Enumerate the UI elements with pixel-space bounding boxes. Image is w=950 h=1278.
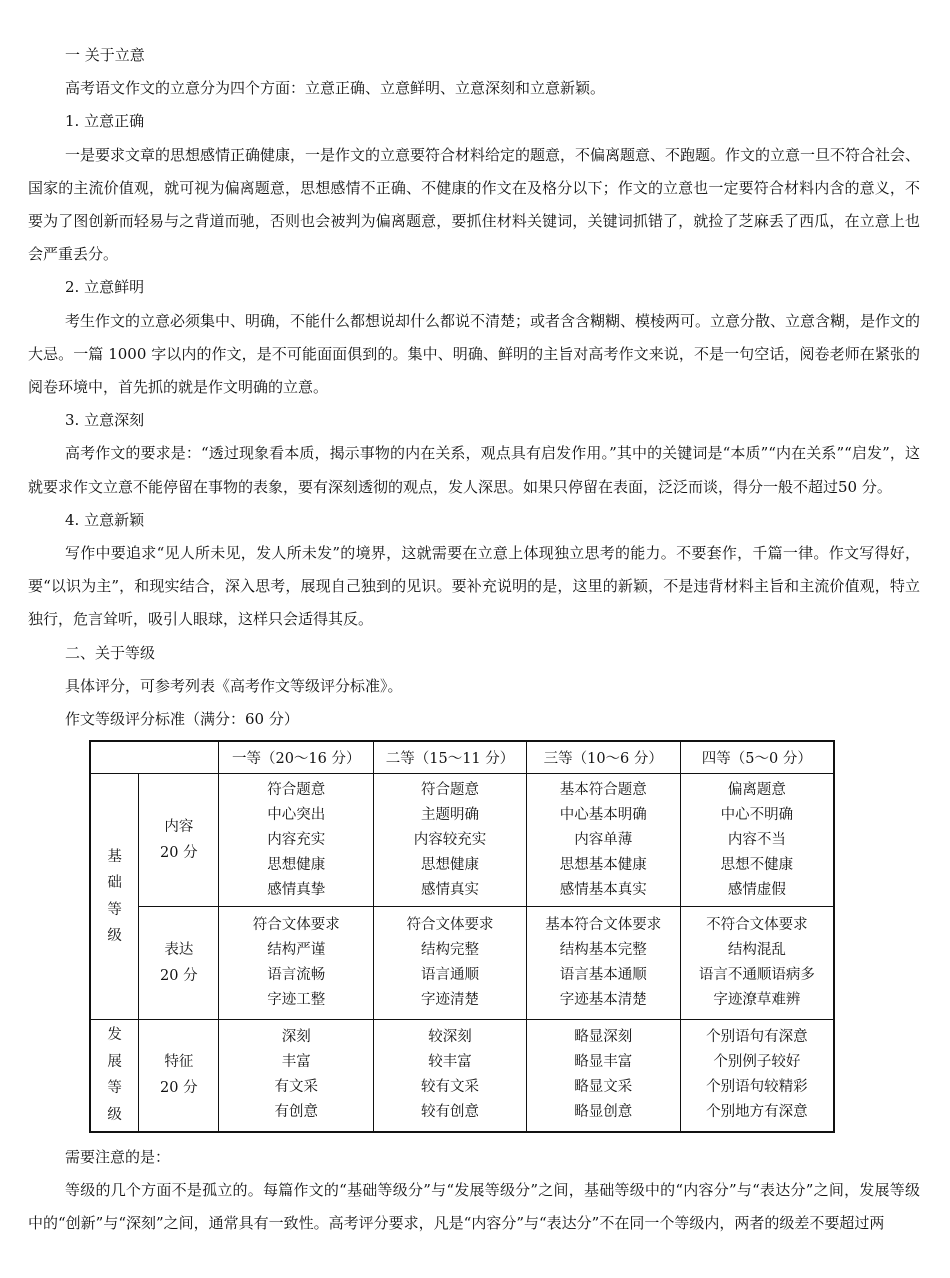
feature-label: 特征 20 分 <box>139 1020 219 1132</box>
section-heading-2: 二、关于等级 <box>65 643 156 662</box>
paragraph-deep: 高考作文的要求是：“透过现象看本质，揭示事物的内在关系，观点具有启发作用。”其中的关键词是“本质”“内在关系”“启发”，这就要求作文立意不能停留在事物的表象，要有深刻透彻的观点，发人深思。如果只停留在表面，泛泛而谈，得分一般不超过50 分。 <box>28 444 920 496</box>
notes-heading: 需要注意的是： <box>65 1148 171 1166</box>
basic-level-label: 基 础 等 级 <box>90 774 139 1020</box>
development-level-label: 发 展 等 级 <box>90 1020 139 1132</box>
expression-grade-4: 不符合文体要求 结构混乱 语言不通顺语病多 字迹潦草难辨 <box>680 907 834 1020</box>
content-row <box>90 774 834 907</box>
expression-grade-1: 符合文体要求 结构严谨 语言流畅 字迹工整 <box>219 907 374 1020</box>
table-caption: 作文等级评分标准（满分：60 分） <box>65 710 299 729</box>
content-grade-2: 符合题意 主题明确 内容较充实 思想健康 感情真实 <box>374 774 527 907</box>
feature-grade-3: 略显深刻 略显丰富 略显文采 略显创意 <box>526 1020 680 1132</box>
notes-block <box>28 1141 920 1241</box>
paragraph-novel: 写作中要追求“见人所未见，发人所未发”的境界，这就需要在立意上体现独立思考的能力。不要套作，千篇一律。作文写得好，要“以识为主”，和现实结合，深入思考，展现自己独到的见识。要补充说明的是，这里的新颖，不是违背材料主旨和主流价值观，特立独行，危言耸听，吸引人眼球，这样只会适得其反。 <box>28 544 920 629</box>
expression-row <box>90 907 834 1020</box>
feature-grade-4: 个别语句有深意 个别例子较好 个别语句较精彩 个别地方有深意 <box>680 1020 834 1132</box>
document-page <box>28 0 920 736</box>
paragraph-clear: 考生作文的立意必须集中、明确，不能什么都想说却什么都说不清楚；或者含含糊糊、模棱两可。立意分散、立意含糊，是作文的大忌。一篇 1000 字以内的作文，是不可能面面俱到的。集中、明确、鲜明的主旨对高考作文来说，不是一句空话，阅卷老师在紧张的阅卷环境中，首先抓的就是作文明确的立意。 <box>28 311 921 397</box>
content-grade-4: 偏离题意 中心不明确 内容不当 思想不健康 感情虚假 <box>680 774 834 907</box>
paragraph-correct: 一是要求文章的思想感情正确健康，一是作文的立意要符合材料给定的题意，不偏离题意、不跑题。作文的立意一旦不符合社会、国家的主流价值观，就可视为偏离题意，思想感情不正确、不健康的作文在及格分以下；作文的立意也一定要符合材料内含的意义，不要为了图创新而轻易与之背道而驰，否则也会被判为偏离题意，要抓住材料关键词，关键词抓错了，就捡了芝麻丢了西瓜，在立意上也会严重丢分。 <box>28 145 921 264</box>
header-grade-4: 四等（5～0 分） <box>680 741 834 774</box>
expression-grade-2: 符合文体要求 结构完整 语言通顺 字迹清楚 <box>374 907 527 1020</box>
feature-row <box>90 1020 834 1132</box>
expression-grade-3: 基本符合文体要求 结构基本完整 语言基本通顺 字迹基本清楚 <box>526 907 680 1020</box>
content-grade-1: 符合题意 中心突出 内容充实 思想健康 感情真挚 <box>219 774 374 907</box>
header-grade-1: 一等（20～16 分） <box>219 741 374 774</box>
header-grade-2: 二等（15～11 分） <box>374 741 527 774</box>
feature-grade-2: 较深刻 较丰富 较有文采 较有创意 <box>374 1020 527 1132</box>
expression-label: 表达 20 分 <box>139 907 219 1020</box>
subheading-clear: 2. 立意鲜明 <box>65 278 145 297</box>
header-blank <box>90 741 219 774</box>
subheading-correct: 1. 立意正确 <box>65 112 145 131</box>
table-header-row <box>90 741 834 774</box>
content-label: 内容 20 分 <box>139 774 219 907</box>
content-grade-3: 基本符合题意 中心基本明确 内容单薄 思想基本健康 感情基本真实 <box>526 774 680 907</box>
feature-grade-1: 深刻 丰富 有文采 有创意 <box>219 1020 374 1132</box>
section-heading-1: 一 关于立意 <box>65 46 145 64</box>
notes-paragraph: 等级的几个方面不是孤立的。每篇作文的“基础等级分”与“发展等级分”之间，基础等级中的“内容分”与“表达分”之间，发展等级中的“创新”与“深刻”之间，通常具有一致性。高考评分要求，凡是“内容分”与“表达分”不在同一个等级内，两者的级差不要超过两 <box>28 1181 920 1233</box>
subheading-deep: 3. 立意深刻 <box>65 411 145 430</box>
grading-table <box>89 740 835 1133</box>
header-grade-3: 三等（10～6 分） <box>526 741 680 774</box>
subheading-novel: 4. 立意新颖 <box>65 510 145 529</box>
section-intro-2: 具体评分，可参考列表《高考作文等级评分标准》。 <box>65 676 403 695</box>
section-intro-1: 高考语文作文的立意分为四个方面：立意正确、立意鲜明、立意深刻和立意新颖。 <box>65 79 606 98</box>
